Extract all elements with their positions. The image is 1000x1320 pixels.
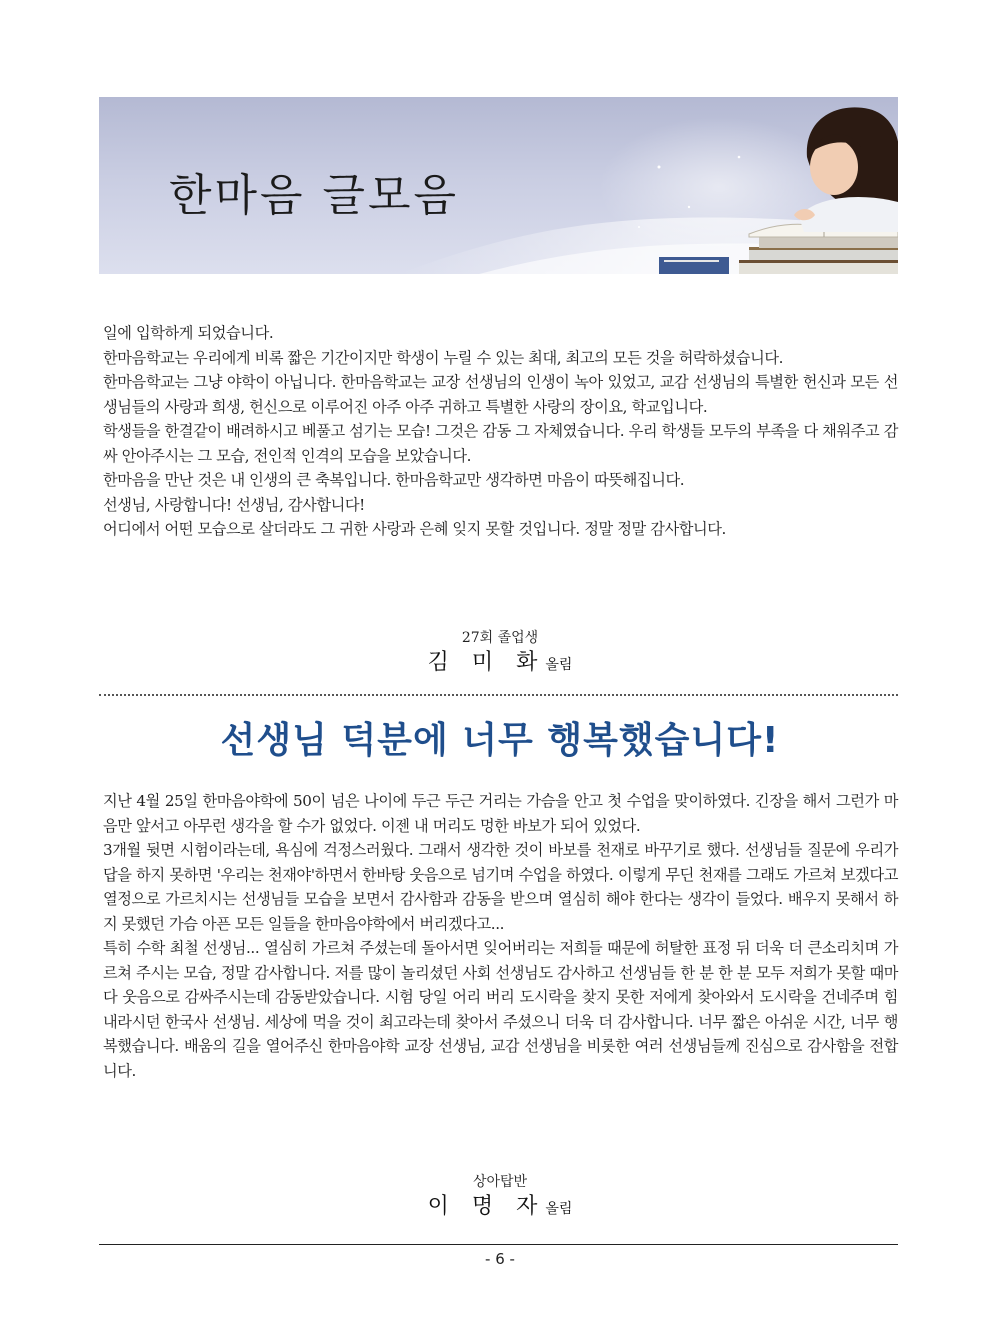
article2-body bbox=[103, 789, 898, 1083]
section-divider bbox=[99, 694, 898, 696]
article2-paragraph: 특히 수학 최철 선생님... 열심히 가르쳐 주셨는데 돌아서면 잊어버리는 저희들 때문에 허탈한 표정 뒤 더욱 더 큰소리치며 가르쳐 주시는 모습, 정말 감사합니다. 저를 많이 놀리셨던 사회 선생님도 감사하고 선생님들 한 분 한 분 모두 저희가 못할 때마다 웃음으로 감싸주시는데 감동받았습니다. 시험 당일 어리 버리 도시락을 찾지 못한 저에게 찾아와서 도시락을 건네주며 힘내라시던 한국사 선생님. 세상에 먹을 것이 최고라는데 찾아서 주셨으니 더욱 더 감사합니다. 너무 짧은 아쉬운 시간, 너무 행복했습니다. 배움의 길을 열어주신 한마음야학 교장 선생님, 교감 선생님을 비롯한 여러 선생님들께 진심으로 감사함을 전합니다. bbox=[103, 939, 898, 1080]
page-number: - 6 - bbox=[485, 1250, 515, 1268]
signature-name bbox=[0, 1192, 1000, 1224]
header-banner bbox=[99, 97, 898, 274]
signature-suffix: 올림 bbox=[545, 1201, 573, 1217]
author-name: 김 미 화 bbox=[427, 650, 546, 675]
article2-paragraph: 지난 4월 25일 한마음야학에 50이 넘은 나이에 두근 두근 거리는 가슴을 안고 첫 수업을 맞이하였다. 긴장을 해서 그런가 마음만 앞서고 아무런 생각을 할 수가 없었다. 이젠 내 머리도 멍한 바보가 되어 있었다. bbox=[103, 792, 898, 835]
article2-title: 선생님 덕분에 너무 행복했습니다! bbox=[220, 720, 780, 761]
article1-paragraph: 한마음학교는 그냥 야학이 아닙니다. 한마음학교는 교장 선생님의 인생이 녹아 있었고, 교감 선생님의 특별한 헌신과 모든 선생님들의 사랑과 희생, 헌신으로 이루어진 아주 아주 귀하고 특별한 사랑의 장이요, 학교입니다. bbox=[103, 373, 898, 416]
footer-rule bbox=[99, 1244, 898, 1245]
signature-name bbox=[0, 648, 1000, 680]
article1-paragraph: 일에 입학하게 되었습니다. bbox=[103, 324, 274, 342]
signature-role: 상아탑반 bbox=[472, 1174, 528, 1190]
author-name: 이 명 자 bbox=[427, 1194, 546, 1219]
signature-role: 27회 졸업생 bbox=[461, 630, 539, 646]
article2-paragraph: 3개월 뒷면 시험이라는데, 욕심에 걱정스러웠다. 그래서 생각한 것이 바보를 천재로 바꾸기로 했다. 선생님들 질문에 우리가 답을 하지 못하면 '우리는 천재야'하면서 한바탕 웃음으로 넘기며 수업을 하였다. 이렇게 무딘 천재를 그래도 가르쳐 보겠다고 열정으로 가르치시는 선생님들 모습을 보면서 감사함과 감동을 받으며 열심히 해야 한다는 생각이 들었다. 배우지 못해서 하지 못했던 가슴 아픈 모든 일들을 한마음야학에서 버리겠다고... bbox=[103, 841, 898, 933]
article1-body bbox=[103, 321, 898, 542]
article1-paragraph: 어디에서 어떤 모습으로 살더라도 그 귀한 사랑과 은혜 잊지 못할 것입니다. 정말 정말 감사합니다. bbox=[103, 520, 726, 538]
page-section-title: 한마음 글모음 bbox=[169, 170, 460, 221]
article1-paragraph: 학생들을 한결같이 배려하시고 베풀고 섬기는 모습! 그것은 감동 그 자체였습니다. 우리 학생들 모두의 부족을 다 채워주고 감싸 안아주시는 그 모습, 전인적 인격의 모습을 보았습니다. bbox=[103, 422, 898, 465]
article1-signature bbox=[0, 628, 1000, 680]
article1-paragraph: 한마음을 만난 것은 내 인생의 큰 축복입니다. 한마음학교만 생각하면 마음이 따뜻해집니다. bbox=[103, 471, 685, 489]
article1-paragraph: 한마음학교는 우리에게 비록 짧은 기간이지만 학생이 누릴 수 있는 최대, 최고의 모든 것을 허락하셨습니다. bbox=[103, 348, 784, 367]
article1-paragraph: 선생님, 사랑합니다! 선생님, 감사합니다! bbox=[103, 495, 365, 514]
signature-suffix: 올림 bbox=[545, 657, 573, 673]
article2-signature bbox=[0, 1172, 1000, 1224]
